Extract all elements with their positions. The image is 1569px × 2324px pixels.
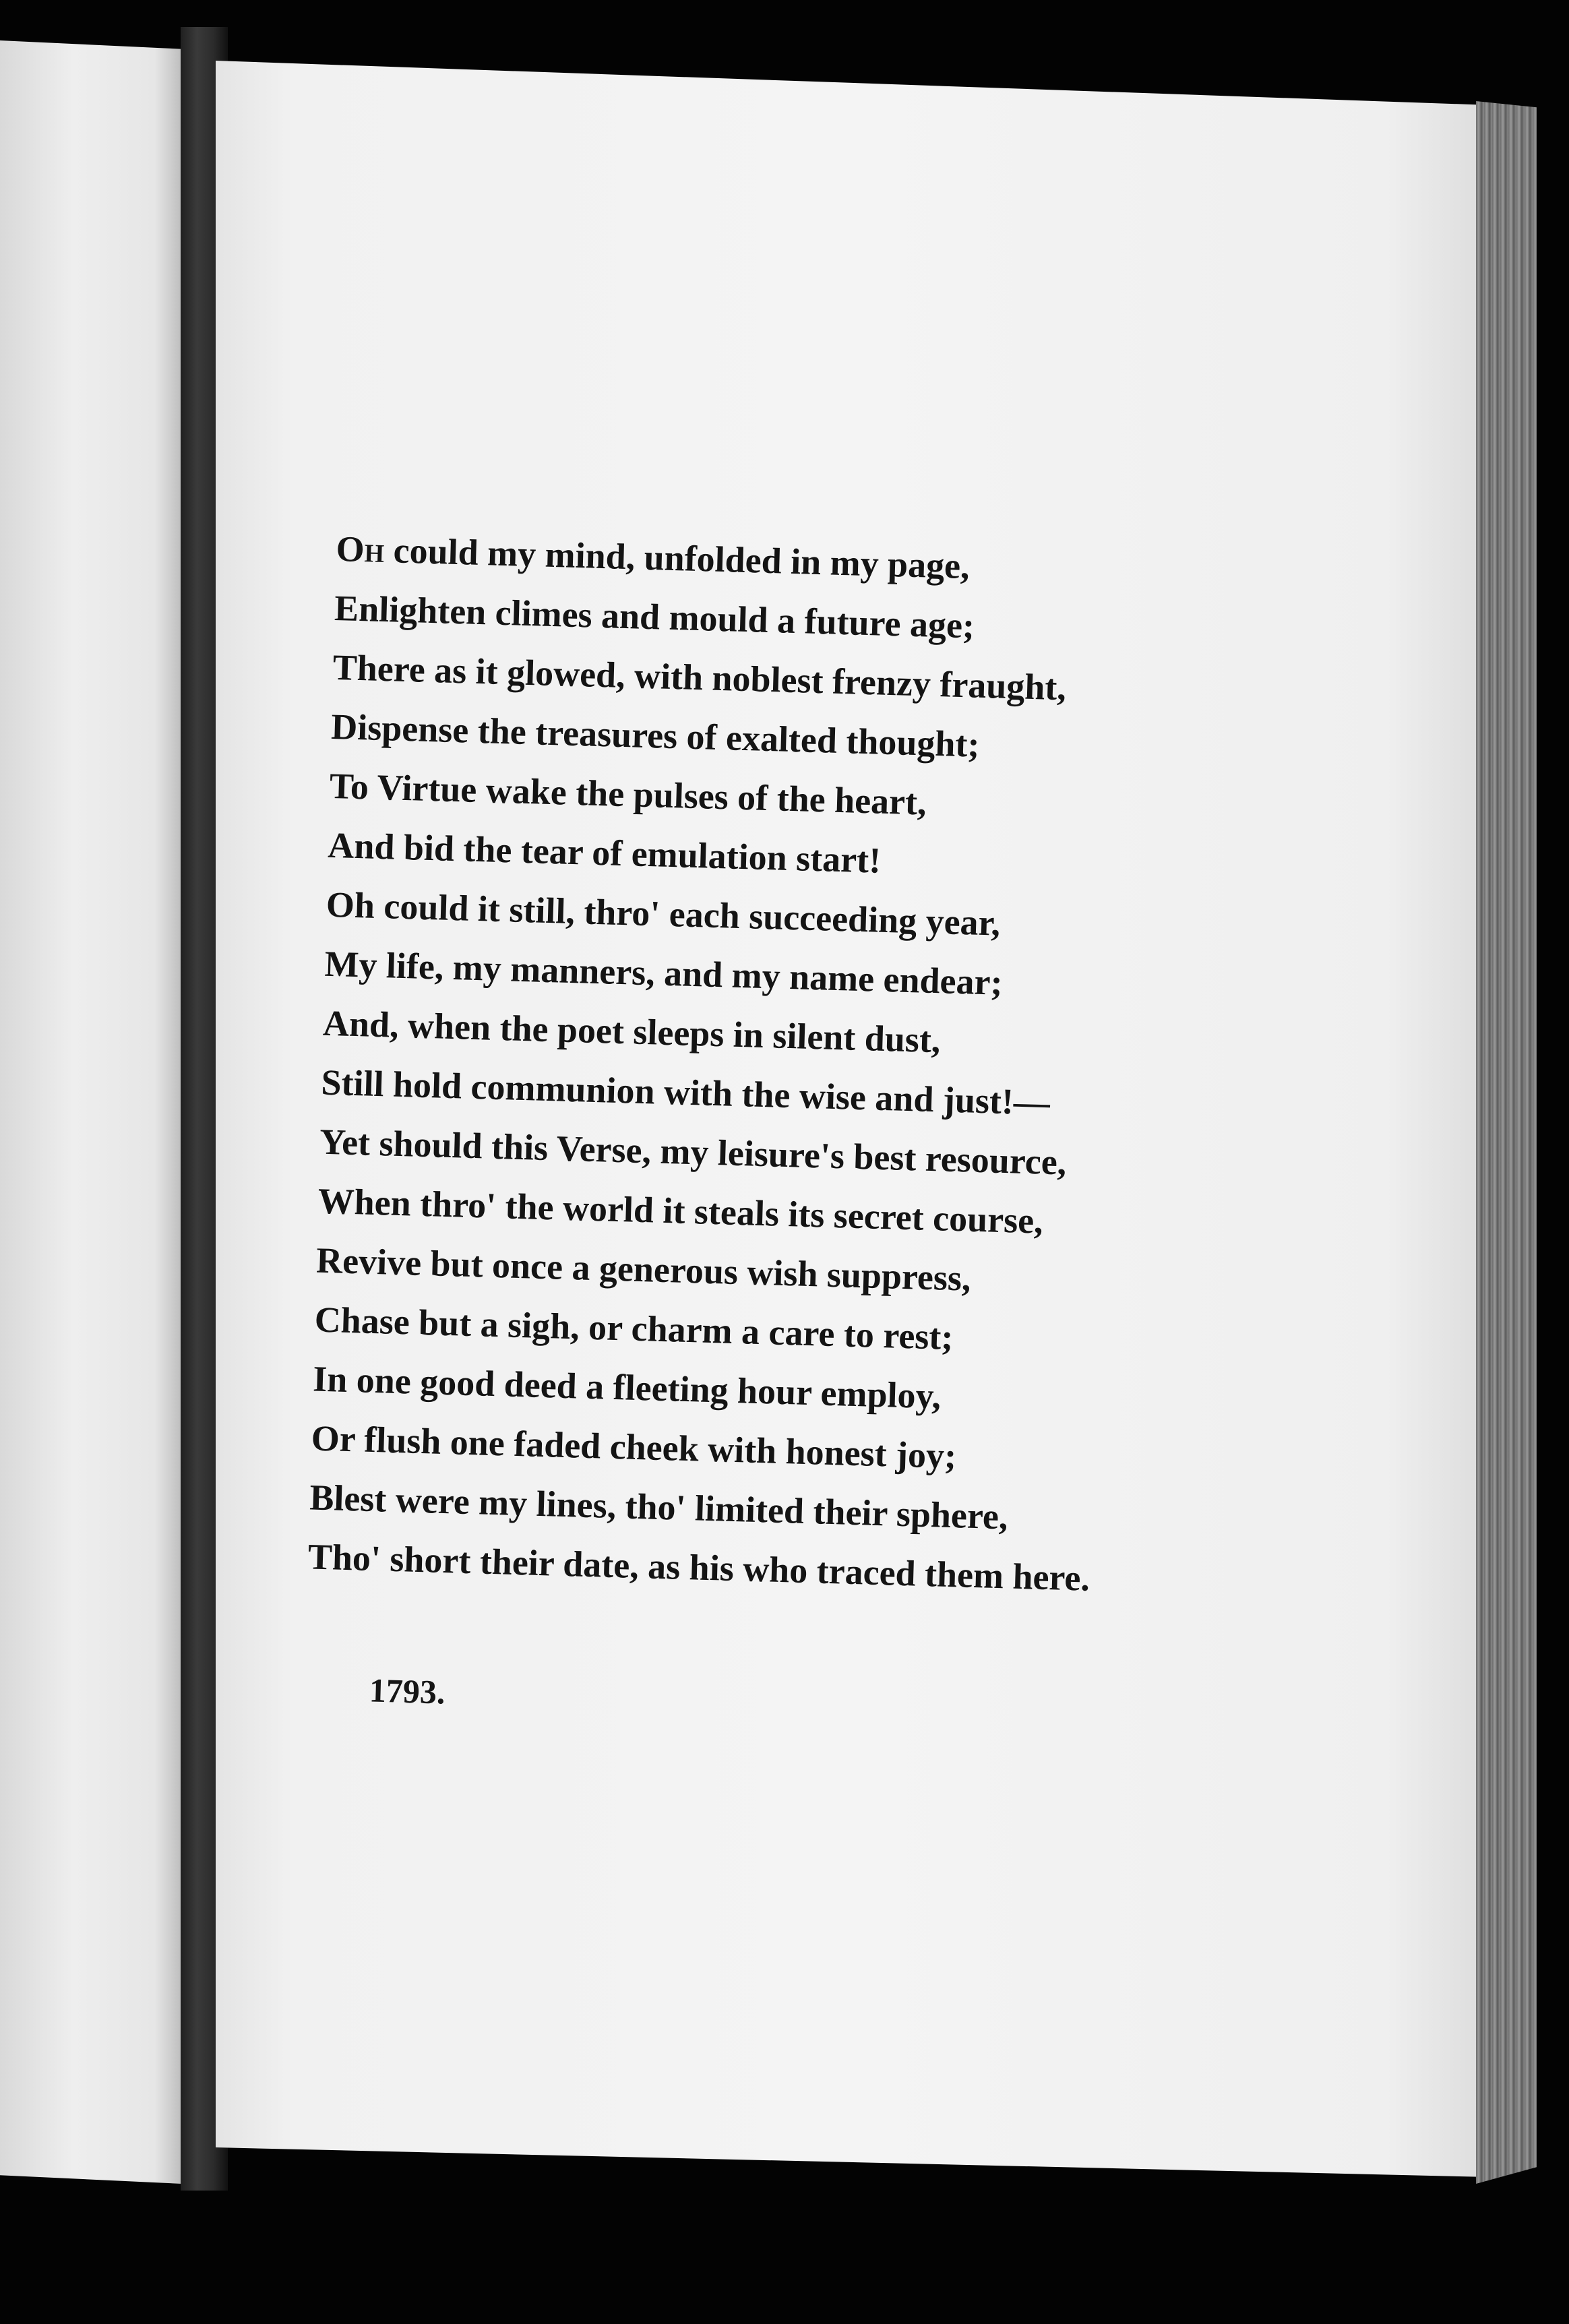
- poem-first-line-rest: could my mind, unfolded in my page,: [383, 529, 971, 587]
- poem-line: Oh could it still, thro' each succeeding year,: [326, 884, 1001, 944]
- poem-line: Yet should this Verse, my leisure's best resource,: [319, 1121, 1068, 1183]
- poem-line: Or flush one faded cheek with honest joy;: [311, 1417, 957, 1477]
- poem-line: In one good deed a fleeting hour employ,: [312, 1358, 942, 1417]
- poem-line: Dispense the treasures of exalted thought;: [330, 706, 981, 765]
- left-facing-page: [0, 40, 182, 2184]
- poem-line: And, when the poet sleeps in silent dust,: [322, 1002, 942, 1061]
- poem-text: [307, 519, 1213, 1611]
- poem-line: When thro' the world it steals its secret course,: [317, 1180, 1044, 1242]
- poem-date: 1793.: [369, 1671, 446, 1711]
- poem-line: Still hold communion with the wise and just!—: [320, 1062, 1051, 1123]
- poem-line: Revive but once a generous wish suppress,: [315, 1240, 972, 1299]
- poem-line: Chase but a sigh, or charm a care to rest;: [313, 1299, 954, 1357]
- poem-line: Blest were my lines, tho' limited their sphere,: [309, 1477, 1009, 1537]
- page-edges: [1476, 101, 1537, 2184]
- poem-line: My life, my manners, and my name endear;: [324, 943, 1004, 1003]
- poem-line: And bid the tear of emulation start!: [327, 824, 882, 881]
- poem-line: There as it glowed, with noblest frenzy fraught,: [332, 646, 1067, 708]
- poem-line: Tho' short their date, as his who traced them here.: [307, 1536, 1090, 1599]
- poem-line: To Virtue wake the pulses of the heart,: [329, 765, 927, 823]
- poem-line: Enlighten climes and mould a future age;: [334, 587, 975, 646]
- poem-first-word: Oh: [335, 528, 386, 570]
